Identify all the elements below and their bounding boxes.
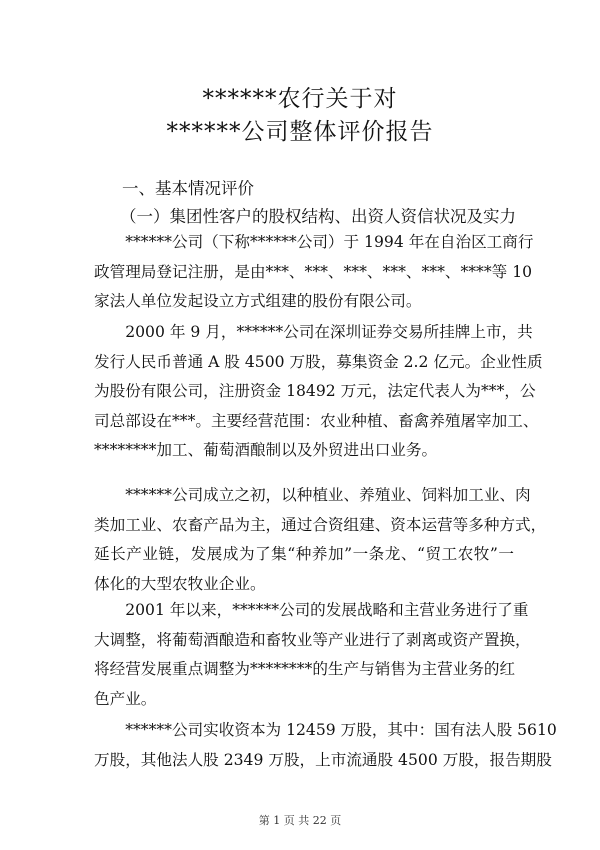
paragraph-line: 2000 年 9 月，******公司在深圳证券交易所挂牌上市，共 — [94, 323, 533, 341]
paragraph-line: ******公司（下称******公司）于 1994 年在自治区工商行 — [94, 233, 534, 251]
paragraph-line: 发行人民币普通 A 股 4500 万股，募集资金 2.2 亿元。企业性质 — [94, 352, 543, 371]
paragraph-4 — [94, 596, 531, 714]
paragraph-5 — [94, 716, 557, 775]
paragraph-line: 色产业。 — [94, 689, 157, 708]
report-title-line-2: ******公司整体评价报告 — [166, 119, 434, 145]
paragraph-line: 2001 年以来，******公司的发展战略和主营业务进行了重 — [94, 601, 529, 619]
paragraph-1 — [94, 228, 534, 317]
paragraph-line: ******公司成立之初，以种植业、养殖业、饲料加工业、肉 — [94, 486, 531, 504]
paragraph-3 — [94, 481, 547, 599]
paragraph-line: 为股份有限公司，注册资金 18492 万元，法定代表人为***，公 — [94, 382, 536, 400]
paragraph-line: ********加工、葡萄酒酿制以及外贸进出口业务。 — [94, 441, 438, 459]
paragraph-line: 家法人单位发起设立方式组建的股份有限公司。 — [94, 292, 422, 310]
paragraph-line: 延长产业链，发展成为了集“种养加”一条龙、“贸工农牧”一 — [94, 545, 514, 563]
paragraph-line: ******公司实收资本为 12459 万股，其中：国有法人股 5610 — [94, 721, 557, 739]
paragraph-line: 类加工业、农畜产品为主，通过合资组建、资本运营等多种方式， — [94, 515, 547, 534]
section-heading: 一、基本情况评价 — [122, 179, 254, 198]
paragraph-2 — [94, 318, 543, 466]
paragraph-line: 体化的大型农牧业企业。 — [94, 574, 266, 593]
paragraph-line: 万股，其他法人股 2349 万股，上市流通股 4500 万股，报告期股 — [94, 750, 552, 769]
paragraph-line: 政管理局登记注册，是由***、***、***、***、***、****等 10 — [94, 262, 533, 281]
subsection-heading: （一）集团性客户的股权结构、出资人资信状况及实力 — [120, 207, 516, 226]
paragraph-line: 将经营发展重点调整为********的生产与销售为主营业务的红 — [94, 660, 516, 678]
report-title-line-1: ******农行关于对 — [202, 86, 398, 112]
paragraph-line: 司总部设在***。主要经营范围：农业种植、畜禽养殖屠宰加工、 — [94, 411, 539, 430]
paragraph-line: 大调整，将葡萄酒酿造和畜牧业等产业进行了剥离或资产置换， — [94, 630, 531, 649]
page-number-footer: 第 1 页 共 22 页 — [258, 814, 342, 827]
